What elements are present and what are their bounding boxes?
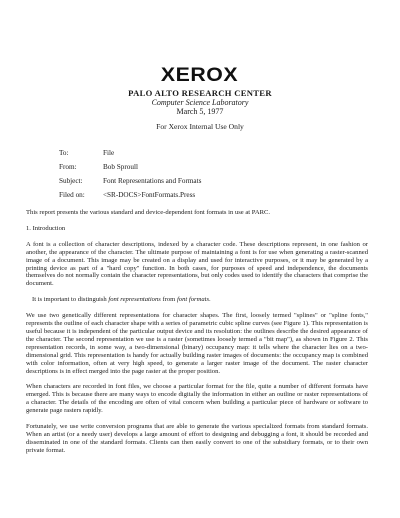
memo-from-label: From: (59, 163, 77, 171)
center-name: PALO ALTO RESEARCH CENTER (128, 88, 272, 98)
body-paragraph-2 (26, 296, 368, 304)
memo-to-label: To: (59, 149, 69, 157)
internal-use-notice: For Xerox Internal Use Only (156, 122, 244, 131)
memo-date: March 5, 1977 (176, 107, 224, 116)
body-paragraph-5: Fortunately, we use write conversion programs that are able to generate the various specialized formats from standard formats. When an artist (or a needy user) develops a large amount of effort to designing and debugging a font, it should be recorded and disseminated in one of the standard formats. Clients can then easily convert to one of the subsidiary formats, or to their own private format. (26, 423, 368, 454)
memo-subject-row (59, 174, 201, 188)
lab-name: Computer Science Laboratory (151, 98, 249, 107)
memo-filed-label: Filed on: (59, 191, 85, 199)
letterhead (0, 66, 400, 131)
memo-to-row (59, 146, 201, 160)
memo-body (26, 209, 368, 463)
p2-text-a: It is important to distinguish (32, 296, 109, 304)
memo-to-value: File (103, 149, 115, 157)
intro-paragraph: This report presents the various standard and device-dependent font formats in use at PARC. (26, 209, 271, 216)
p2-term-representations: font representations (108, 296, 161, 304)
memo-subject-value: Font Representations and Formats (103, 177, 202, 185)
body-paragraph-1: A font is a collection of character descriptions, indexed by a character code. These descriptions represent, in one fashion or another, the appearance of the character. The ultimate purpose of maintaining a font is for use when generating a raster-scanned image of a document. This image may be created on a display and used for interactive purposes, or it may be generated by a printing device as part of a "hard copy" function. In both cases, for purposes of speed and independence, the documents themselves do not normally contain the character representations, but only codes used to identify the characters that comprise the document. (26, 240, 368, 288)
section-heading: 1. Introduction (26, 224, 66, 232)
body-paragraph-3: We use two genetically different representations for character shapes. The first, loosely termed "splines" or "spline fonts," represents the outline of each character shape with a series of parametric cubic spline curves (see Figure 1). This representation is useful because it is independent of the particular output device and its resolution: the outlines describe the desired appearance of the character. The second representation we use is a raster (sometimes loosely termed a "bit map"), as shown in Figure 2. This representation records, in some way, a two-dimensional (binary) occupancy map: it tells where the character lies on a two-dimensional grid. This representation is handy for actually building raster images of documents: the occupancy map is combined with color information, often at very high speed, to generate a larger raster image of the document. The raster character descriptions is in effect merged into the page raster at the proper position. (26, 312, 368, 375)
memo-filed-row (59, 188, 201, 202)
memo-filed-value: <SR-DOCS>FontFormats.Press (103, 191, 196, 199)
body-paragraph-4: When characters are recorded in font files, we choose a particular format for the file, quite a number of different formats have emerged. This is because there are many ways to encode digitally the information in either an outline or raster representations of a character. The details of the encoding are often of vital concern when building a particular piece of hardware or software to generate page rasters rapidly. (26, 383, 368, 415)
memo-header (59, 146, 201, 202)
xerox-logo: XEROX (161, 65, 239, 86)
memo-subject-label: Subject: (59, 177, 83, 185)
memo-from-value: Bob Sproull (103, 163, 138, 171)
p2-text-e: . (209, 296, 211, 304)
p2-term-formats: font formats (176, 296, 210, 304)
p2-text-c: from (160, 296, 177, 304)
memo-from-row (59, 160, 201, 174)
